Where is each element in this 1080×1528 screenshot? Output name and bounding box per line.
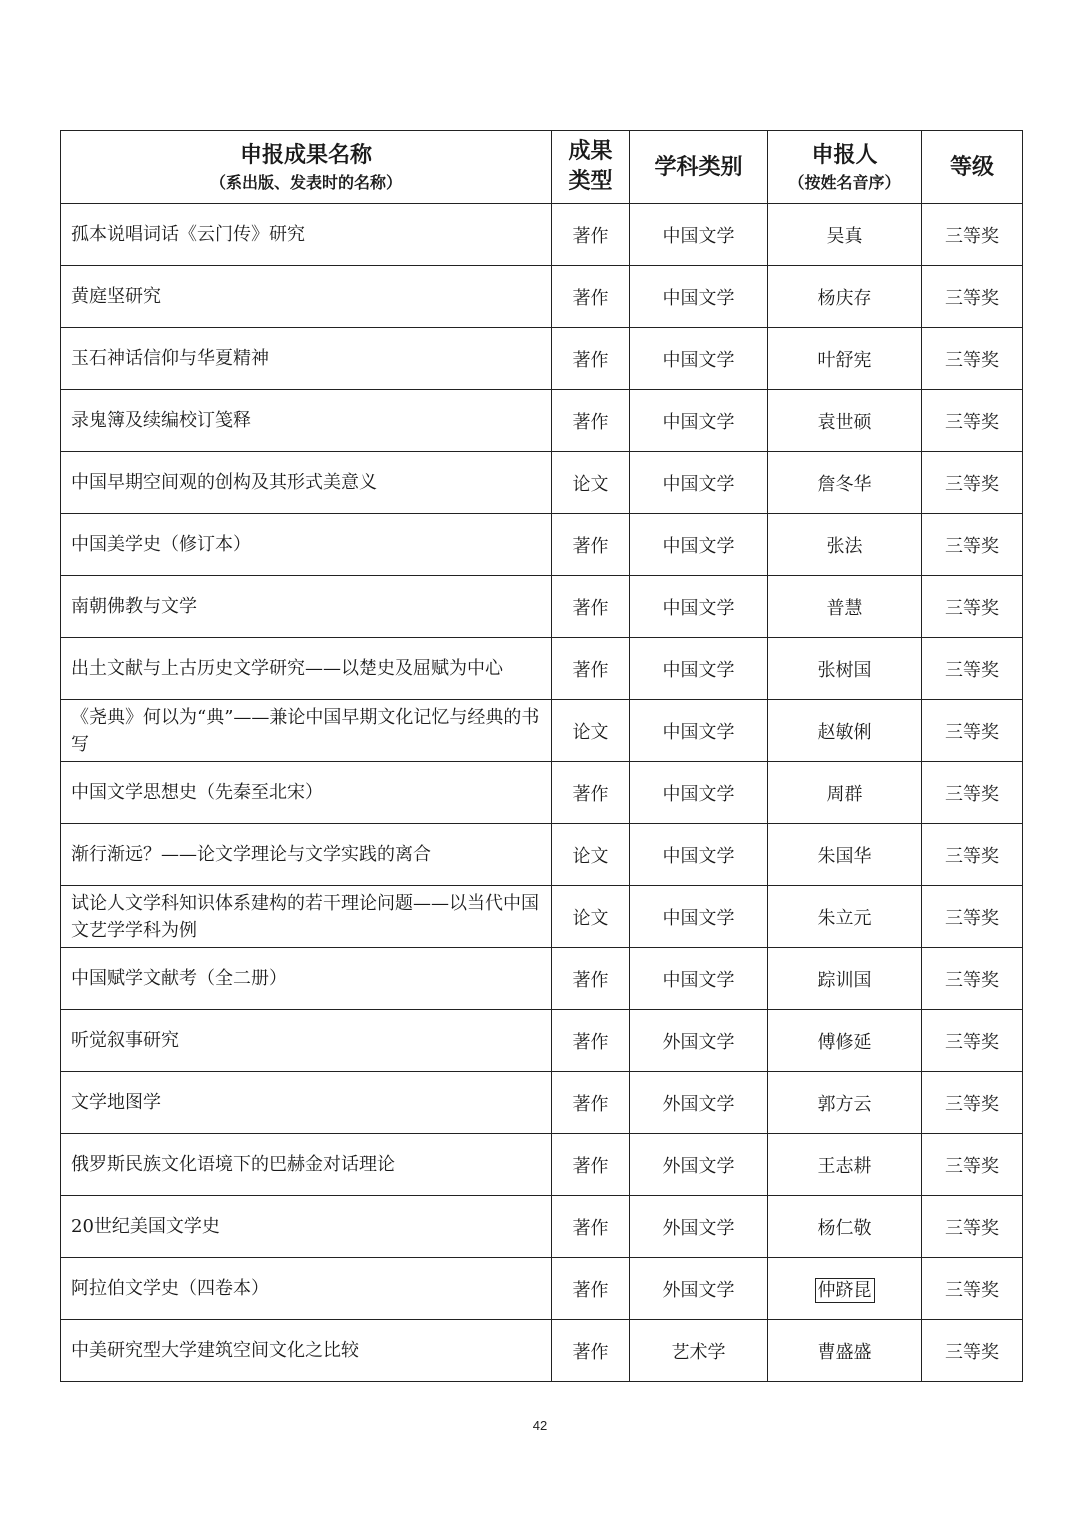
awards-table	[60, 130, 1023, 1382]
cell-grade: 三等奖	[922, 1196, 1023, 1258]
cell-grade: 三等奖	[922, 390, 1023, 452]
table-row	[61, 1010, 1023, 1072]
cell-applicant: 周群	[768, 762, 922, 824]
header-type-line1: 成果	[568, 138, 613, 165]
header-title-sub: （系出版、发表时的名称）	[209, 172, 402, 192]
page-number: 42	[532, 1418, 548, 1433]
cell-title: 文学地图学	[61, 1072, 552, 1134]
cell-discipline: 中国文学	[630, 328, 768, 390]
cell-type: 论文	[552, 824, 630, 886]
cell-grade: 三等奖	[922, 1134, 1023, 1196]
table-row	[61, 1196, 1023, 1258]
cell-type: 著作	[552, 1320, 630, 1382]
cell-applicant: 杨庆存	[768, 266, 922, 328]
cell-type: 著作	[552, 514, 630, 576]
cell-title: 中美研究型大学建筑空间文化之比较	[61, 1320, 552, 1382]
cell-applicant: 赵敏俐	[768, 700, 922, 762]
cell-discipline: 外国文学	[630, 1258, 768, 1320]
cell-discipline: 外国文学	[630, 1134, 768, 1196]
cell-applicant: 叶舒宪	[768, 328, 922, 390]
cell-type: 论文	[552, 700, 630, 762]
cell-discipline: 中国文学	[630, 762, 768, 824]
cell-type: 著作	[552, 762, 630, 824]
cell-title: 黄庭坚研究	[61, 266, 552, 328]
cell-type: 著作	[552, 204, 630, 266]
header-title	[61, 131, 552, 204]
cell-applicant: 张树国	[768, 638, 922, 700]
cell-discipline: 外国文学	[630, 1010, 768, 1072]
cell-title: 试论人文学科知识体系建构的若干理论问题——以当代中国文艺学学科为例	[61, 886, 552, 948]
cell-discipline: 外国文学	[630, 1196, 768, 1258]
table-row	[61, 1258, 1023, 1320]
cell-title: 中国文学思想史（先秦至北宋）	[61, 762, 552, 824]
cell-grade: 三等奖	[922, 1010, 1023, 1072]
cell-applicant: 吴真	[768, 204, 922, 266]
cell-applicant	[768, 1258, 922, 1320]
cell-applicant: 傅修延	[768, 1010, 922, 1072]
cell-title: 出土文献与上古历史文学研究——以楚史及屈赋为中心	[61, 638, 552, 700]
table-row	[61, 1320, 1023, 1382]
cell-grade: 三等奖	[922, 1320, 1023, 1382]
table-row	[61, 762, 1023, 824]
cell-applicant: 曹盛盛	[768, 1320, 922, 1382]
header-applicant-main: 申报人	[811, 142, 878, 169]
header-applicant-sub: （按姓名音序）	[788, 172, 901, 192]
cell-discipline: 中国文学	[630, 824, 768, 886]
header-title-main: 申报成果名称	[239, 142, 372, 169]
cell-applicant: 王志耕	[768, 1134, 922, 1196]
cell-applicant: 普慧	[768, 576, 922, 638]
cell-title: 中国美学史（修订本）	[61, 514, 552, 576]
cell-applicant: 袁世硕	[768, 390, 922, 452]
cell-grade: 三等奖	[922, 948, 1023, 1010]
cell-applicant: 杨仁敬	[768, 1196, 922, 1258]
cell-type: 著作	[552, 1072, 630, 1134]
header-type	[552, 131, 630, 204]
cell-type: 论文	[552, 452, 630, 514]
cell-type: 著作	[552, 576, 630, 638]
header-discipline	[630, 131, 768, 204]
cell-type: 著作	[552, 1196, 630, 1258]
header-row	[61, 131, 1023, 204]
cell-grade: 三等奖	[922, 328, 1023, 390]
cell-title: 俄罗斯民族文化语境下的巴赫金对话理论	[61, 1134, 552, 1196]
cell-grade: 三等奖	[922, 452, 1023, 514]
cell-type: 著作	[552, 638, 630, 700]
header-discipline-label: 学科类别	[654, 153, 743, 180]
cell-type: 著作	[552, 948, 630, 1010]
cell-title: 录鬼簿及续编校订笺释	[61, 390, 552, 452]
cell-grade: 三等奖	[922, 266, 1023, 328]
table-header	[61, 131, 1023, 204]
cell-discipline: 中国文学	[630, 452, 768, 514]
header-grade-label: 等级	[949, 153, 994, 180]
cell-discipline: 中国文学	[630, 576, 768, 638]
cell-discipline: 中国文学	[630, 266, 768, 328]
cell-type: 论文	[552, 886, 630, 948]
table-row	[61, 204, 1023, 266]
cell-title: 阿拉伯文学史（四卷本）	[61, 1258, 552, 1320]
table-row	[61, 824, 1023, 886]
table-row	[61, 1134, 1023, 1196]
cell-discipline: 中国文学	[630, 514, 768, 576]
table-row	[61, 266, 1023, 328]
table-row	[61, 700, 1023, 762]
cell-grade: 三等奖	[922, 638, 1023, 700]
table-row	[61, 576, 1023, 638]
cell-grade: 三等奖	[922, 576, 1023, 638]
cell-grade: 三等奖	[922, 514, 1023, 576]
cell-grade: 三等奖	[922, 204, 1023, 266]
cell-title: 20世纪美国文学史	[61, 1196, 552, 1258]
cell-grade: 三等奖	[922, 824, 1023, 886]
cell-title: 渐行渐远？——论文学理论与文学实践的离合	[61, 824, 552, 886]
cell-discipline: 外国文学	[630, 1072, 768, 1134]
cell-title: 孤本说唱词话《云门传》研究	[61, 204, 552, 266]
table-body	[61, 204, 1023, 1382]
cell-type: 著作	[552, 1134, 630, 1196]
cell-grade: 三等奖	[922, 1072, 1023, 1134]
cell-applicant: 朱国华	[768, 824, 922, 886]
header-applicant	[768, 131, 922, 204]
cell-type: 著作	[552, 1010, 630, 1072]
cell-title: 玉石神话信仰与华夏精神	[61, 328, 552, 390]
cell-applicant: 郭方云	[768, 1072, 922, 1134]
cell-applicant: 詹冬华	[768, 452, 922, 514]
cell-grade: 三等奖	[922, 886, 1023, 948]
cell-title: 中国赋学文献考（全二册）	[61, 948, 552, 1010]
cell-discipline: 中国文学	[630, 886, 768, 948]
cell-grade: 三等奖	[922, 762, 1023, 824]
cell-title: 《尧典》何以为“典”——兼论中国早期文化记忆与经典的书写	[61, 700, 552, 762]
cell-discipline: 中国文学	[630, 700, 768, 762]
table-row	[61, 948, 1023, 1010]
cell-discipline: 中国文学	[630, 390, 768, 452]
table-row	[61, 1072, 1023, 1134]
header-grade	[922, 131, 1023, 204]
cell-type: 著作	[552, 390, 630, 452]
table-row	[61, 638, 1023, 700]
table-row	[61, 390, 1023, 452]
table-row	[61, 328, 1023, 390]
cell-discipline: 中国文学	[630, 948, 768, 1010]
cell-title: 南朝佛教与文学	[61, 576, 552, 638]
table-row	[61, 452, 1023, 514]
table-row	[61, 886, 1023, 948]
cell-title: 听觉叙事研究	[61, 1010, 552, 1072]
cell-discipline: 中国文学	[630, 638, 768, 700]
cell-discipline: 艺术学	[630, 1320, 768, 1382]
applicant-name-boxed: 仲跻昆	[815, 1278, 875, 1303]
cell-applicant: 踪训国	[768, 948, 922, 1010]
cell-type: 著作	[552, 1258, 630, 1320]
header-type-line2: 类型	[568, 168, 613, 194]
cell-discipline: 中国文学	[630, 204, 768, 266]
cell-type: 著作	[552, 328, 630, 390]
cell-grade: 三等奖	[922, 1258, 1023, 1320]
cell-applicant: 朱立元	[768, 886, 922, 948]
table-row	[61, 514, 1023, 576]
cell-type: 著作	[552, 266, 630, 328]
cell-applicant: 张法	[768, 514, 922, 576]
cell-grade: 三等奖	[922, 700, 1023, 762]
cell-title: 中国早期空间观的创构及其形式美意义	[61, 452, 552, 514]
